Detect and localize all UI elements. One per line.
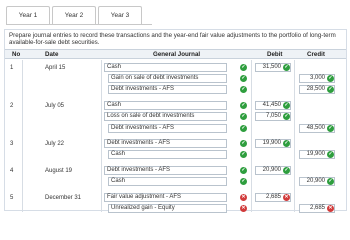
check-circle-icon: ✓ — [241, 86, 246, 93]
x-circle-icon: ✕ — [241, 205, 246, 212]
tab-year-2[interactable]: Year 2 — [52, 6, 96, 24]
credit-input[interactable]: 3,000 — [299, 74, 335, 83]
check-circle-icon: ✓ — [284, 140, 289, 147]
x-circle-icon: ✕ — [328, 205, 333, 212]
entry-number: 5 — [10, 195, 14, 201]
entry-date[interactable]: July 22 — [45, 141, 65, 148]
instruction-text: Prepare journal entries to record these transactions and the year-end fair value adjustments to the portfolio of long-term available-for-sale debt securities. — [9, 32, 336, 47]
header-date: Date — [45, 51, 59, 58]
x-circle-icon: ✕ — [284, 194, 289, 200]
check-circle-icon: ✓ — [241, 140, 246, 147]
check-circle-icon: ✓ — [241, 113, 246, 120]
credit-input[interactable]: 20,900 — [299, 177, 335, 186]
column-divider — [251, 60, 252, 212]
credit-input[interactable]: 48,500 — [299, 124, 335, 133]
check-circle-icon: ✓ — [241, 151, 246, 158]
account-select[interactable]: Cash — [104, 63, 227, 72]
account-select[interactable]: Unrealized gain - Equity — [108, 204, 227, 213]
tab-bar — [6, 6, 144, 24]
column-divider — [294, 60, 295, 212]
check-circle-icon: ✓ — [284, 102, 289, 109]
check-circle-icon: ✓ — [241, 167, 246, 174]
tab-year-1[interactable]: Year 1 — [6, 6, 50, 24]
x-circle-icon: ✕ — [241, 194, 246, 200]
credit-input[interactable]: 2,685 — [299, 204, 335, 213]
check-circle-icon: ✓ — [328, 124, 333, 131]
debit-input[interactable]: 7,050 — [255, 112, 291, 121]
journal-panel — [4, 29, 347, 211]
check-circle-icon: ✓ — [328, 86, 333, 93]
check-circle-icon: ✓ — [328, 151, 333, 158]
check-circle-icon: ✓ — [328, 178, 333, 185]
journal-table — [5, 60, 346, 212]
check-circle-icon: ✓ — [241, 64, 246, 70]
entry-date[interactable]: April 15 — [45, 65, 66, 71]
check-circle-icon: ✓ — [241, 102, 246, 109]
column-divider — [22, 60, 23, 212]
header-no: No — [12, 51, 21, 58]
credit-input[interactable]: 28,500 — [299, 85, 335, 94]
check-circle-icon: ✓ — [284, 113, 289, 120]
check-circle-icon: ✓ — [241, 75, 246, 82]
account-select[interactable]: Debt investments - AFS — [108, 124, 227, 133]
entry-number: 2 — [10, 103, 14, 110]
debit-input[interactable]: 19,900 — [255, 139, 291, 148]
debit-input[interactable]: 31,500 — [255, 63, 291, 72]
debit-input[interactable]: 2,685 — [255, 193, 291, 202]
entry-number: 1 — [10, 65, 14, 71]
account-select[interactable]: Cash — [108, 177, 227, 186]
account-select[interactable]: Cash — [108, 150, 227, 159]
entry-number: 3 — [10, 141, 14, 148]
header-credit: Credit — [307, 51, 325, 58]
account-select[interactable]: Debt investments - AFS — [104, 166, 227, 175]
entry-date[interactable]: December 31 — [45, 195, 82, 201]
account-select[interactable]: Gain on sale of debt investments — [108, 74, 227, 83]
credit-input[interactable]: 19,900 — [299, 150, 335, 159]
tab-year-3[interactable]: Year 3 — [98, 6, 142, 24]
account-select[interactable]: Cash — [104, 101, 227, 110]
debit-input[interactable]: 20,900 — [255, 166, 291, 175]
check-circle-icon: ✓ — [241, 124, 246, 131]
header-debit: Debit — [267, 51, 283, 58]
entry-number: 4 — [10, 168, 14, 175]
account-select[interactable]: Fair value adjustment - AFS — [104, 193, 227, 202]
check-circle-icon: ✓ — [241, 178, 246, 185]
tab-divider — [6, 24, 152, 25]
debit-input[interactable]: 41,450 — [255, 101, 291, 110]
header-general-journal: General Journal — [153, 51, 201, 58]
entry-date[interactable]: July 05 — [45, 103, 65, 110]
table-header — [5, 49, 346, 59]
column-divider — [101, 60, 102, 212]
check-circle-icon: ✓ — [328, 75, 333, 82]
check-circle-icon: ✓ — [284, 167, 289, 174]
account-select[interactable]: Debt investments - AFS — [108, 85, 227, 94]
entry-date[interactable]: August 19 — [45, 168, 73, 175]
account-select[interactable]: Loss on sale of debt investments — [104, 112, 227, 121]
check-circle-icon: ✓ — [284, 64, 289, 70]
account-select[interactable]: Debt investments - AFS — [104, 139, 227, 148]
